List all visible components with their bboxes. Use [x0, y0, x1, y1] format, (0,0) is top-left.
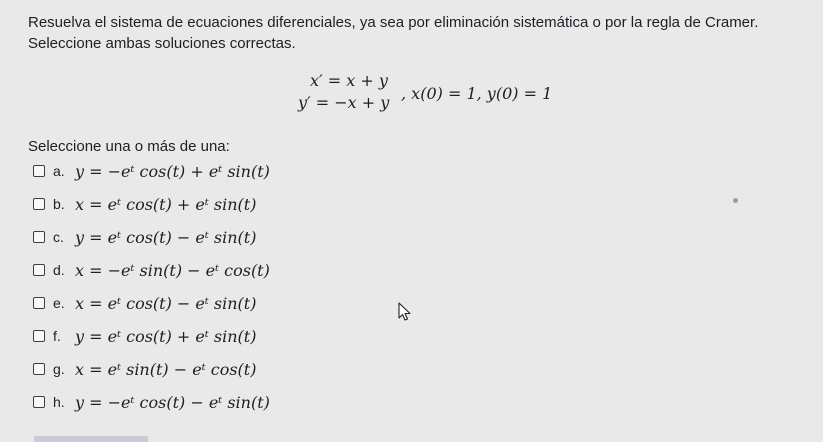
option-formula: x = −eᵗ sin(t) − eᵗ cos(t) — [75, 260, 270, 280]
checkbox-e[interactable] — [33, 297, 45, 309]
option-letter: h. — [53, 394, 65, 410]
option-formula: y = eᵗ cos(t) − eᵗ sin(t) — [75, 227, 257, 247]
option-d[interactable] — [28, 256, 270, 284]
checkbox-g[interactable] — [33, 363, 45, 375]
checkbox-a[interactable] — [33, 165, 45, 177]
option-h[interactable] — [28, 388, 270, 416]
option-letter: b. — [53, 196, 65, 212]
option-formula: y = eᵗ cos(t) + eᵗ sin(t) — [75, 326, 257, 346]
option-letter: a. — [53, 163, 65, 179]
option-a[interactable] — [28, 157, 270, 185]
equation-y-prime: y′ = −x + y — [298, 93, 390, 112]
option-formula: x = eᵗ cos(t) + eᵗ sin(t) — [75, 194, 257, 214]
screen-speck — [733, 198, 738, 203]
checkbox-d[interactable] — [33, 264, 45, 276]
option-formula: y = −eᵗ cos(t) − eᵗ sin(t) — [75, 392, 270, 412]
option-formula: x = eᵗ cos(t) − eᵗ sin(t) — [75, 293, 257, 313]
bottom-button-edge[interactable] — [34, 436, 148, 442]
checkbox-b[interactable] — [33, 198, 45, 210]
question-instruction: Resuelva el sistema de ecuaciones diferenciales, ya sea por eliminación sistemática o por la regla de Cramer. — [28, 14, 759, 31]
option-formula: y = −eᵗ cos(t) + eᵗ sin(t) — [75, 161, 270, 181]
option-letter: g. — [53, 361, 65, 377]
select-prompt: Seleccione una o más de una: — [28, 138, 230, 155]
option-f[interactable] — [28, 322, 256, 350]
question-text — [28, 12, 818, 54]
mouse-cursor-icon — [398, 302, 412, 322]
option-letter: f. — [53, 328, 61, 344]
option-e[interactable] — [28, 289, 256, 317]
checkbox-h[interactable] — [33, 396, 45, 408]
option-formula: x = eᵗ sin(t) − eᵗ cos(t) — [75, 359, 257, 379]
option-letter: c. — [53, 229, 64, 245]
equation-x-prime: x′ = x + y — [310, 71, 388, 90]
option-c[interactable] — [28, 223, 256, 251]
option-letter: e. — [53, 295, 65, 311]
initial-conditions: , x(0) = 1, y(0) = 1 — [401, 84, 553, 103]
option-letter: d. — [53, 262, 65, 278]
option-b[interactable] — [28, 190, 256, 218]
checkbox-c[interactable] — [33, 231, 45, 243]
checkbox-f[interactable] — [33, 330, 45, 342]
question-subinstruction: Seleccione ambas soluciones correctas. — [28, 35, 296, 52]
option-g[interactable] — [28, 355, 256, 383]
